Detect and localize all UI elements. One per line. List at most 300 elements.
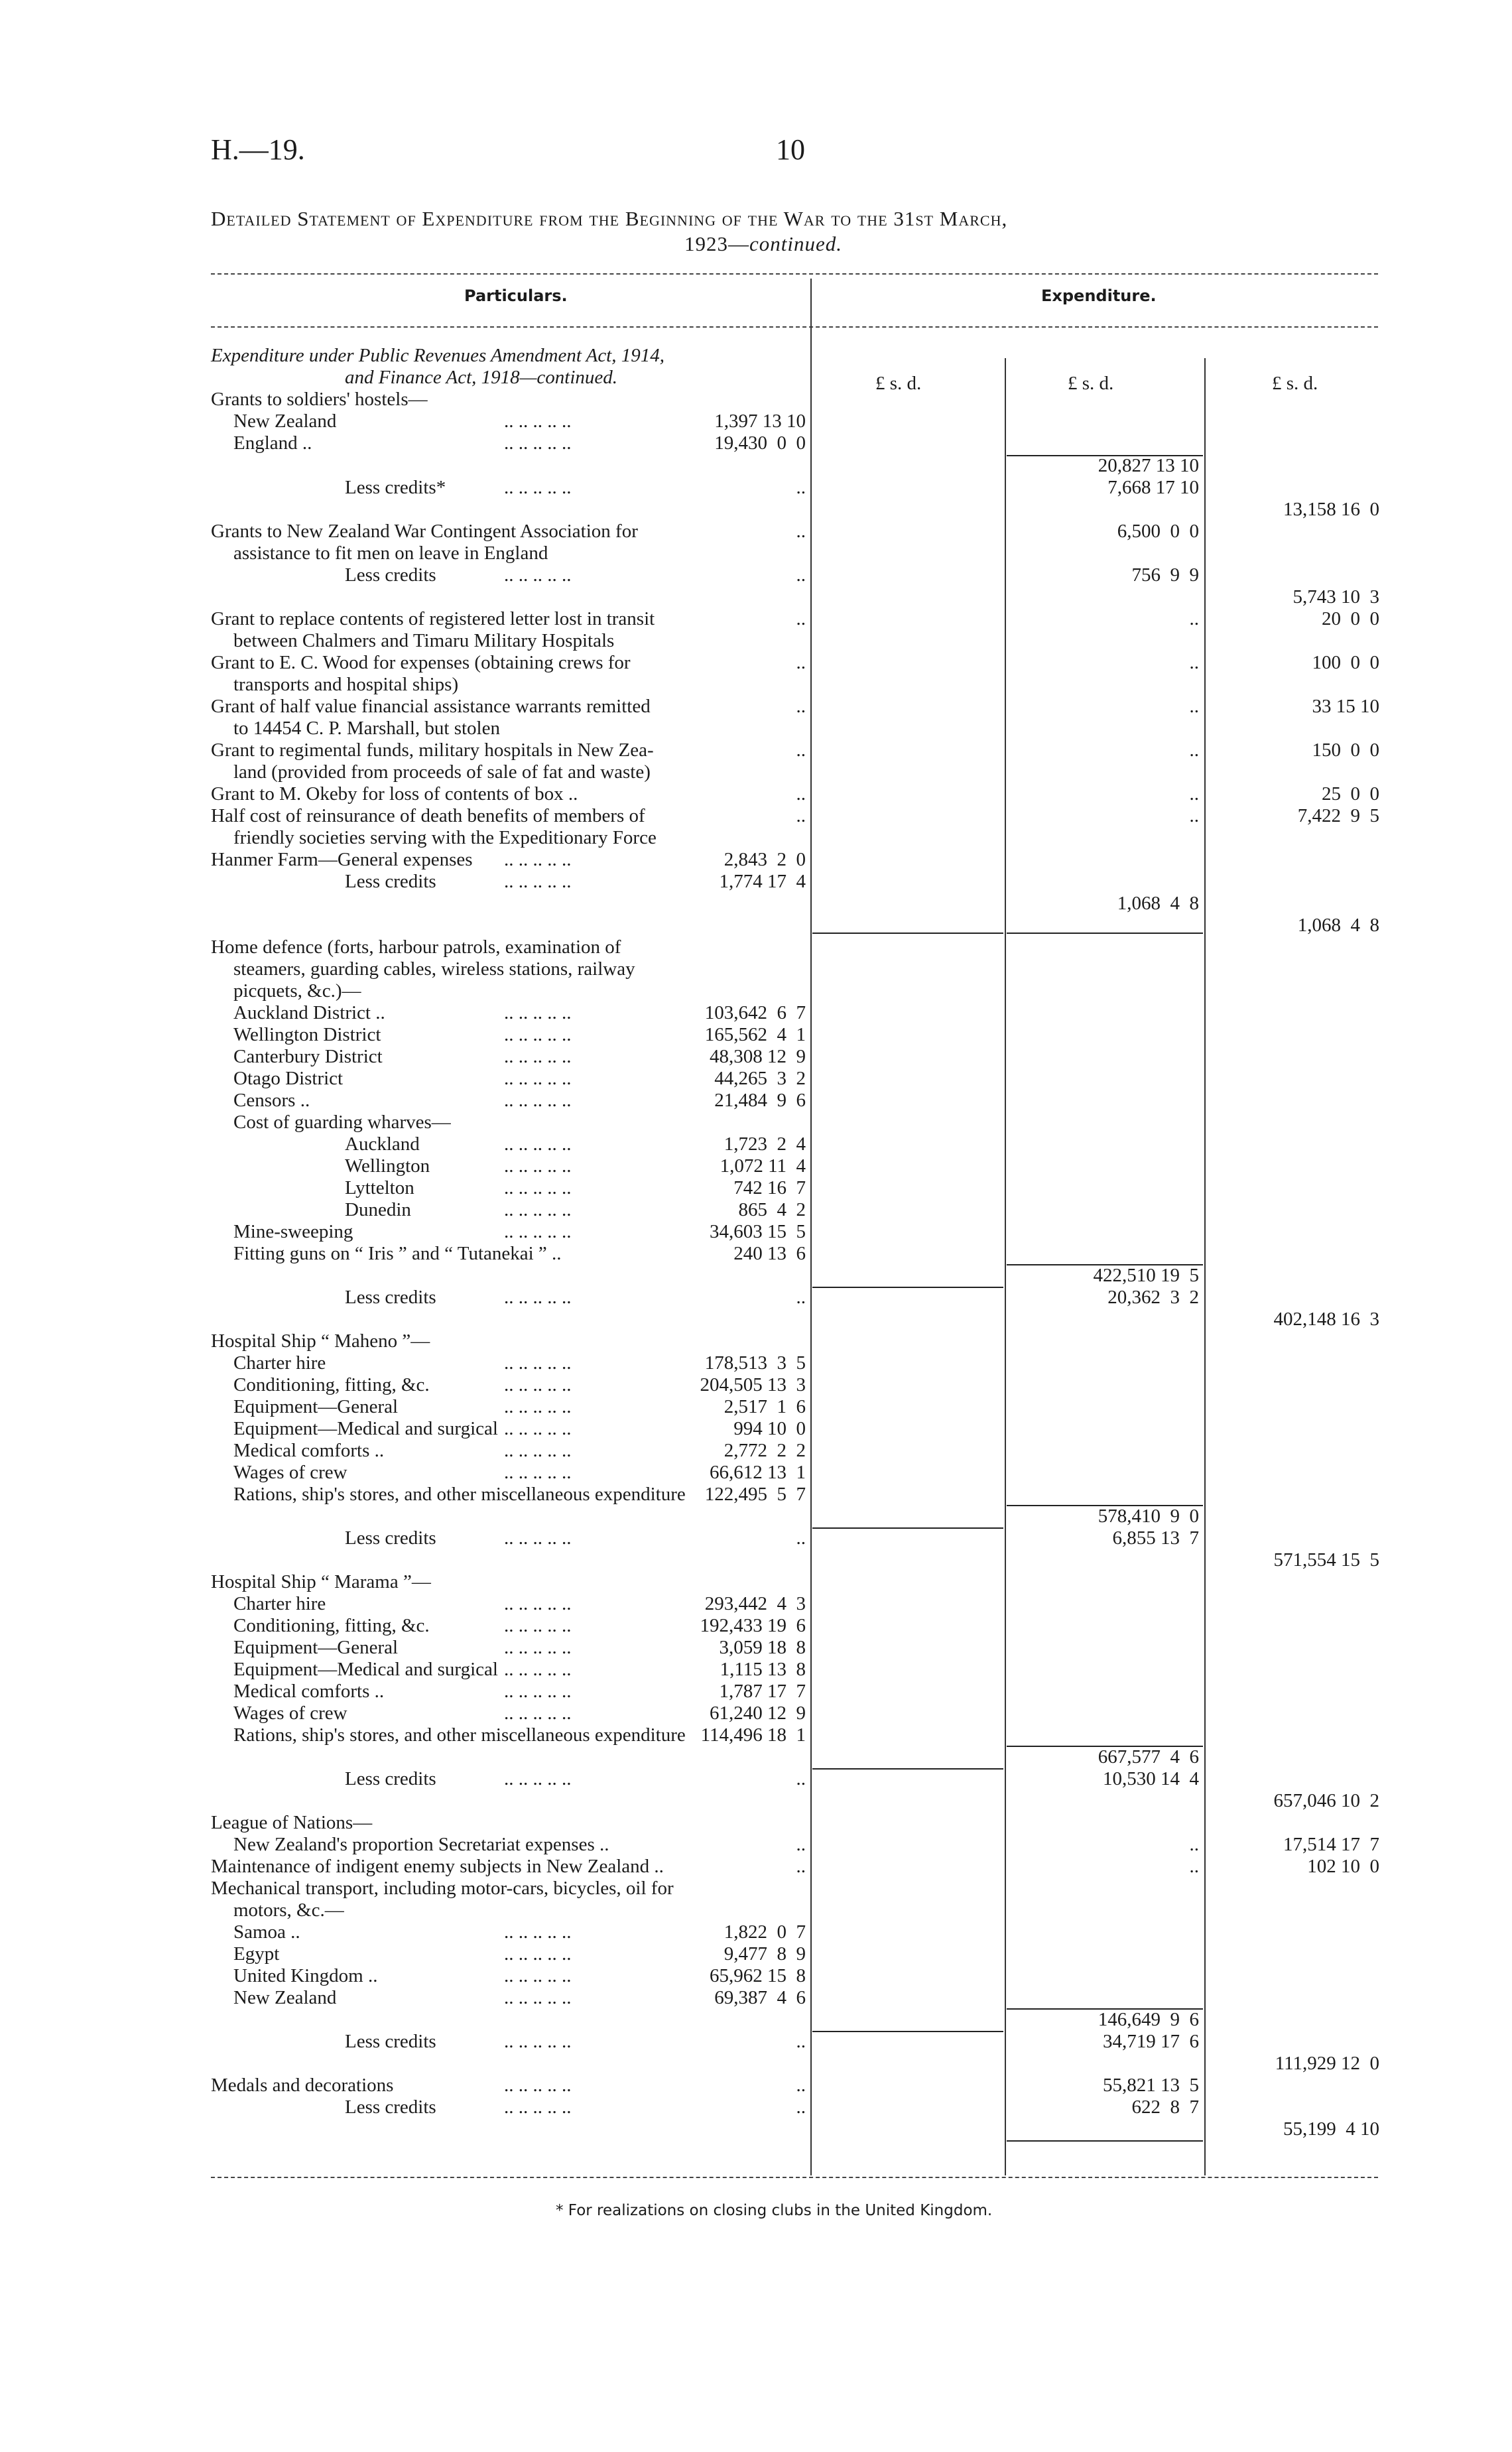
leader-dots: .. .. .. .. .. [504, 1987, 572, 2008]
table-row [0, 1768, 1512, 1790]
table-row [0, 1046, 1512, 1068]
row-label: friendly societies serving with the Expeditionary Force [233, 827, 657, 848]
leader-dots: .. .. .. .. .. [504, 1068, 572, 1089]
table-row [0, 1681, 1512, 1703]
row-label: Dunedin [345, 1199, 411, 1220]
leader-dots: .. .. .. .. .. [504, 2075, 572, 2096]
leader-dots: .. .. .. .. .. [504, 1396, 572, 1417]
row-label: Grant of half value financial assistance warrants remitted [211, 696, 651, 717]
table-row [0, 696, 1512, 718]
column-header-particulars: Particulars. [464, 287, 568, 305]
leader-dots: .. .. .. .. .. [504, 1046, 572, 1067]
row-label: Less credits [345, 1527, 436, 1549]
table-row [0, 2053, 1512, 2075]
row-label: New Zealand [233, 411, 337, 432]
table-row [0, 827, 1512, 849]
amount-col1: 34,603 15 5 [710, 1221, 806, 1242]
table-row [0, 761, 1512, 783]
leader-dots: .. .. .. .. .. [504, 411, 572, 432]
table-row [0, 1900, 1512, 1921]
row-label: Egypt [233, 1943, 280, 1965]
table-row [0, 1352, 1512, 1374]
amount-col1: .. [796, 740, 806, 761]
leader-dots: .. .. .. .. .. [504, 1440, 572, 1461]
table-row [0, 652, 1512, 674]
table-row [0, 411, 1512, 432]
row-label: land (provided from proceeds of sale of fat and waste) [233, 761, 651, 783]
row-label: Half cost of reinsurance of death benefits of members of [211, 805, 645, 826]
leader-dots: .. .. .. .. .. [504, 1462, 572, 1483]
leader-dots: .. .. .. .. .. [504, 1921, 572, 1943]
table-row [0, 893, 1512, 915]
row-label: Maintenance of indigent enemy subjects in New Zealand .. [211, 1856, 664, 1877]
row-label: Less credits [345, 2031, 436, 2052]
row-label: Medals and decorations [211, 2075, 394, 2096]
table-row [0, 1943, 1512, 1965]
amount-col2: 756 9 9 [1131, 564, 1199, 586]
amount-col1: 240 13 6 [733, 1243, 806, 1264]
amount-col1: 65,962 15 8 [710, 1965, 806, 1986]
row-label: Cost of guarding wharves— [233, 1112, 451, 1133]
bottom-rule [211, 2177, 1378, 2178]
row-label: United Kingdom .. [233, 1965, 378, 1986]
amount-col3: 1,068 4 8 [1297, 915, 1379, 936]
amount-col2: 55,821 13 5 [1103, 2075, 1199, 2096]
row-label: Mechanical transport, including motor-cars, bicycles, oil for [211, 1878, 674, 1899]
table-row [0, 1068, 1512, 1090]
row-label: Otago District [233, 1068, 344, 1089]
amount-col3: 13,158 16 0 [1283, 499, 1379, 520]
amount-col1: 1,787 17 7 [719, 1681, 806, 1702]
leader-dots: .. .. .. .. .. [504, 1002, 572, 1023]
row-label: Medical comforts .. [233, 1440, 385, 1461]
leader-dots: .. .. .. .. .. [504, 1659, 572, 1680]
amount-col1: 9,477 8 9 [724, 1943, 806, 1965]
row-label: Rations, ship's stores, and other miscellaneous expenditure [233, 1484, 686, 1505]
table-row [0, 1462, 1512, 1484]
amount-col1: 192,433 19 6 [700, 1615, 806, 1636]
leader-dots: .. .. .. .. .. [504, 1681, 572, 1702]
table-row [0, 958, 1512, 980]
amount-col2: .. [1189, 696, 1199, 717]
row-label: Grants to New Zealand War Contingent Association for [211, 521, 638, 542]
row-label: Grant to regimental funds, military hospitals in New Zea- [211, 740, 654, 761]
amount-col1: .. [796, 696, 806, 717]
currency-heading-3: £ s. d. [1272, 373, 1318, 394]
leader-dots: .. .. .. .. .. [504, 1221, 572, 1242]
leader-dots: .. .. .. .. .. [504, 1768, 572, 1789]
table-row [0, 1133, 1512, 1155]
table-row [0, 2097, 1512, 2118]
title-year: 1923— [684, 232, 749, 255]
row-label: Equipment—Medical and surgical [233, 1659, 498, 1680]
amount-col1: 19,430 0 0 [714, 432, 806, 454]
leader-dots: .. .. .. .. .. [504, 1418, 572, 1439]
amount-col2: 146,649 9 6 [1098, 2009, 1199, 2030]
table-row [0, 1593, 1512, 1615]
amount-col3: 402,148 16 3 [1273, 1309, 1379, 1330]
table-row [0, 1484, 1512, 1506]
subtotal-rule [1007, 933, 1203, 934]
table-row [0, 1418, 1512, 1440]
table-row [0, 1703, 1512, 1724]
subtotal-rule-c1 [812, 1768, 1003, 1770]
row-label: picquets, &c.)— [233, 980, 361, 1001]
table-row [0, 1987, 1512, 2009]
amount-col1: 1,397 13 10 [714, 411, 806, 432]
table-row [0, 1571, 1512, 1593]
amount-col2: 667,577 4 6 [1098, 1746, 1199, 1768]
subtotal-rule [1007, 1264, 1203, 1265]
table-row [0, 1265, 1512, 1287]
amount-col1: 103,642 6 7 [704, 1002, 806, 1023]
leader-dots: .. .. .. .. .. [504, 1637, 572, 1658]
table-row [0, 1396, 1512, 1418]
table-row [0, 1287, 1512, 1309]
amount-col1: .. [796, 1768, 806, 1789]
row-label: Less credits [345, 2097, 436, 2118]
leader-dots: .. .. .. .. .. [504, 849, 572, 870]
leader-dots: .. .. .. .. .. [504, 1155, 572, 1177]
row-label: Less credits [345, 1287, 436, 1308]
row-label: assistance to fit men on leave in England [233, 543, 548, 564]
amount-col2: 20,827 13 10 [1098, 455, 1199, 476]
row-label: England .. [233, 432, 312, 454]
amount-col2: 578,410 9 0 [1098, 1506, 1199, 1527]
amount-col3: 657,046 10 2 [1273, 1790, 1379, 1811]
amount-col2: 34,719 17 6 [1103, 2031, 1199, 2052]
row-label: Equipment—General [233, 1637, 399, 1658]
amount-col2: 6,500 0 0 [1117, 521, 1199, 542]
leader-dots: .. .. .. .. .. [504, 1024, 572, 1045]
amount-col1: 165,562 4 1 [704, 1024, 806, 1045]
amount-col1: .. [796, 1287, 806, 1308]
amount-col3: 55,199 4 10 [1283, 2118, 1379, 2140]
row-label: Less credits [345, 1768, 436, 1789]
row-label: steamers, guarding cables, wireless stations, railway [233, 958, 635, 980]
amount-col2: 7,668 17 10 [1107, 477, 1199, 498]
statement-title: Detailed Statement of Expenditure from the Beginning of the War to the 31st March, [211, 207, 1008, 230]
amount-col3: 33 15 10 [1312, 696, 1379, 717]
amount-col2: .. [1189, 805, 1199, 826]
amount-col1: 69,387 4 6 [714, 1987, 806, 2008]
amount-col1: .. [796, 521, 806, 542]
leader-dots: .. .. .. .. .. [504, 1374, 572, 1395]
table-row [0, 455, 1512, 477]
table-row [0, 871, 1512, 893]
amount-col1: 61,240 12 9 [710, 1703, 806, 1724]
row-label: Canterbury District [233, 1046, 383, 1067]
table-row [0, 1659, 1512, 1681]
table-row [0, 1856, 1512, 1878]
row-label: Samoa .. [233, 1921, 300, 1943]
amount-col2: 1,068 4 8 [1117, 893, 1199, 914]
table-row [0, 718, 1512, 740]
row-label: Expenditure under Public Revenues Amendment Act, 1914, [211, 345, 664, 366]
row-label: motors, &c.— [233, 1900, 344, 1921]
amount-col1: 2,772 2 2 [724, 1440, 806, 1461]
table-row [0, 521, 1512, 543]
row-label: Hanmer Farm—General expenses [211, 849, 473, 870]
table-row [0, 1965, 1512, 1987]
table-row [0, 608, 1512, 630]
amount-col1: 865 4 2 [738, 1199, 806, 1220]
table-row [0, 1177, 1512, 1199]
leader-dots: .. .. .. .. .. [504, 1287, 572, 1308]
subtotal-rule [1007, 2008, 1203, 2010]
column-header-expenditure: Expenditure. [1041, 287, 1157, 305]
row-label: Grant to E. C. Wood for expenses (obtaining crews for [211, 652, 631, 673]
amount-col1: 293,442 4 3 [704, 1593, 806, 1614]
amount-col1: 3,059 18 8 [719, 1637, 806, 1658]
amount-col1: 2,843 2 0 [724, 849, 806, 870]
table-row [0, 1374, 1512, 1396]
currency-heading-2: £ s. d. [1068, 373, 1114, 394]
table-row [0, 543, 1512, 564]
amount-col1: .. [796, 564, 806, 586]
amount-col1: .. [796, 608, 806, 629]
amount-col1: 742 16 7 [733, 1177, 806, 1198]
table-row [0, 1527, 1512, 1549]
row-label: Hospital Ship “ Maheno ”— [211, 1330, 430, 1352]
amount-col3: 150 0 0 [1312, 740, 1379, 761]
subtotal-rule-c1 [812, 2031, 1003, 2032]
amount-col1: 114,496 18 1 [700, 1724, 806, 1746]
table-row [0, 1112, 1512, 1133]
table-row [0, 564, 1512, 586]
amount-col1: 1,072 11 4 [720, 1155, 806, 1177]
amount-col3: 7,422 9 5 [1297, 805, 1379, 826]
amount-col1: .. [796, 477, 806, 498]
row-label: New Zealand [233, 1987, 337, 2008]
table-row [0, 1746, 1512, 1768]
title-continued: continued. [749, 232, 842, 255]
amount-col2: .. [1189, 652, 1199, 673]
leader-dots: .. .. .. .. .. [504, 1703, 572, 1724]
table-row [0, 1330, 1512, 1352]
table-row [0, 1243, 1512, 1265]
amount-col3: 102 10 0 [1307, 1856, 1379, 1877]
row-label: Wages of crew [233, 1703, 347, 1724]
amount-col3: 20 0 0 [1322, 608, 1379, 629]
table-row [0, 2118, 1512, 2140]
amount-col1: 1,774 17 4 [719, 871, 806, 892]
table-row [0, 1090, 1512, 1112]
row-label: Wellington [345, 1155, 430, 1177]
amount-col1: 178,513 3 5 [704, 1352, 806, 1374]
amount-col2: 20,362 3 2 [1107, 1287, 1199, 1308]
table-row [0, 1637, 1512, 1659]
leader-dots: .. .. .. .. .. [504, 564, 572, 586]
table-row [0, 1309, 1512, 1330]
table-row [0, 915, 1512, 936]
table-row [0, 805, 1512, 827]
document-ref: H.—19. [211, 133, 305, 166]
subtotal-rule [1007, 1746, 1203, 1747]
leader-dots: .. .. .. .. .. [504, 871, 572, 892]
amount-col1: 44,265 3 2 [714, 1068, 806, 1089]
table-row [0, 1155, 1512, 1177]
row-label: League of Nations— [211, 1812, 373, 1833]
leader-dots: .. .. .. .. .. [504, 1199, 572, 1220]
row-label: Censors .. [233, 1090, 310, 1111]
row-label: Rations, ship's stores, and other miscellaneous expenditure [233, 1724, 686, 1746]
row-label: Charter hire [233, 1593, 326, 1614]
amount-col1: .. [796, 2075, 806, 2096]
table-row [0, 1878, 1512, 1900]
amount-col1: 21,484 9 6 [714, 1090, 806, 1111]
subtotal-rule-c1 [812, 1527, 1003, 1529]
amount-col1: 1,822 0 7 [724, 1921, 806, 1943]
leader-dots: .. .. .. .. .. [504, 1527, 572, 1549]
table-row [0, 740, 1512, 761]
leader-dots: .. .. .. .. .. [504, 2097, 572, 2118]
row-label: Conditioning, fitting, &c. [233, 1615, 430, 1636]
amount-col1: 994 10 0 [733, 1418, 806, 1439]
table-row [0, 1812, 1512, 1834]
table-row [0, 936, 1512, 958]
amount-col2: 6,855 13 7 [1112, 1527, 1199, 1549]
amount-col1: .. [796, 2031, 806, 2052]
amount-col3: 100 0 0 [1312, 652, 1379, 673]
subtotal-rule-c1 [812, 1287, 1003, 1288]
footnote: * For realizations on closing clubs in the United Kingdom. [556, 2202, 993, 2219]
table-row [0, 1506, 1512, 1527]
leader-dots: .. .. .. .. .. [504, 1965, 572, 1986]
table-row [0, 477, 1512, 499]
table-row [0, 783, 1512, 805]
row-label: and Finance Act, 1918—continued. [345, 367, 618, 388]
row-label: Mine-sweeping [233, 1221, 353, 1242]
amount-col1: 2,517 1 6 [724, 1396, 806, 1417]
row-label: transports and hospital ships) [233, 674, 459, 695]
amount-col1: 122,495 5 7 [704, 1484, 806, 1505]
table-row [0, 1921, 1512, 1943]
table-row [0, 630, 1512, 652]
table-row [0, 2075, 1512, 2097]
amount-col1: 66,612 13 1 [710, 1462, 806, 1483]
table-row [0, 980, 1512, 1002]
row-label: Grant to replace contents of registered letter lost in transit [211, 608, 655, 629]
table-row [0, 849, 1512, 871]
row-label: Fitting guns on “ Iris ” and “ Tutanekai ” .. [233, 1243, 562, 1264]
table-row [0, 389, 1512, 411]
row-label: Auckland District .. [233, 1002, 385, 1023]
table-row [0, 1615, 1512, 1637]
row-label: Wages of crew [233, 1462, 347, 1483]
row-label: Equipment—General [233, 1396, 399, 1417]
table-row [0, 1221, 1512, 1243]
leader-dots: .. .. .. .. .. [504, 1133, 572, 1155]
table-row [0, 1834, 1512, 1856]
amount-col1: 204,505 13 3 [700, 1374, 806, 1395]
table-row [0, 1199, 1512, 1221]
leader-dots: .. .. .. .. .. [504, 1593, 572, 1614]
table-row [0, 2031, 1512, 2053]
amount-col1: .. [796, 2097, 806, 2118]
table-row [0, 1440, 1512, 1462]
table-row [0, 499, 1512, 521]
row-label: Grant to M. Okeby for loss of contents of box .. [211, 783, 578, 805]
amount-col3: 25 0 0 [1322, 783, 1379, 805]
row-label: New Zealand's proportion Secretariat expenses .. [233, 1834, 609, 1855]
leader-dots: .. .. .. .. .. [504, 1090, 572, 1111]
table-row [0, 586, 1512, 608]
currency-heading-1: £ s. d. [875, 373, 922, 394]
leader-dots: .. .. .. .. .. [504, 432, 572, 454]
amount-col2: 10,530 14 4 [1103, 1768, 1199, 1789]
amount-col2: .. [1189, 1834, 1199, 1855]
leader-dots: .. .. .. .. .. [504, 1615, 572, 1636]
row-label: Less credits [345, 564, 436, 586]
amount-col1: 1,115 13 8 [720, 1659, 806, 1680]
row-label: Charter hire [233, 1352, 326, 1374]
amount-col2: .. [1189, 783, 1199, 805]
amount-col1: .. [796, 783, 806, 805]
amount-col2: .. [1189, 1856, 1199, 1877]
row-label: Less credits* [345, 477, 446, 498]
amount-col1: .. [796, 805, 806, 826]
table-row [0, 1024, 1512, 1046]
subtotal-rule [1007, 1505, 1203, 1506]
row-label: Grants to soldiers' hostels— [211, 389, 428, 410]
leader-dots: .. .. .. .. .. [504, 2031, 572, 2052]
row-label: Hospital Ship “ Marama ”— [211, 1571, 431, 1592]
row-label: between Chalmers and Timaru Military Hospitals [233, 630, 615, 651]
table-row [0, 432, 1512, 454]
amount-col3: 111,929 12 0 [1275, 2053, 1379, 2074]
amount-col1: .. [796, 652, 806, 673]
amount-col2: .. [1189, 608, 1199, 629]
amount-col1: 48,308 12 9 [710, 1046, 806, 1067]
subtotal-rule [1007, 2140, 1203, 2142]
amount-col1: .. [796, 1527, 806, 1549]
row-label: Equipment—Medical and surgical [233, 1418, 498, 1439]
row-label: Home defence (forts, harbour patrols, examination of [211, 936, 621, 958]
table-row [0, 345, 1512, 367]
amount-col1: 1,723 2 4 [724, 1133, 806, 1155]
amount-col2: 422,510 19 5 [1093, 1265, 1199, 1286]
row-label: to 14454 C. P. Marshall, but stolen [233, 718, 500, 739]
table-row [0, 1549, 1512, 1571]
table-row [0, 674, 1512, 696]
table-row [0, 1790, 1512, 1812]
row-label: Medical comforts .. [233, 1681, 385, 1702]
leader-dots: .. .. .. .. .. [504, 477, 572, 498]
table-row [0, 2009, 1512, 2031]
amount-col2: .. [1189, 740, 1199, 761]
row-label: Lyttelton [345, 1177, 414, 1198]
leader-dots: .. .. .. .. .. [504, 1352, 572, 1374]
table-row [0, 367, 1512, 389]
subtotal-rule [1007, 455, 1203, 456]
page-number: 10 [776, 133, 805, 166]
row-label: Conditioning, fitting, &c. [233, 1374, 430, 1395]
amount-col1: .. [796, 1834, 806, 1855]
amount-col3: 5,743 10 3 [1292, 586, 1379, 608]
leader-dots: .. .. .. .. .. [504, 1177, 572, 1198]
amount-col1: .. [796, 1856, 806, 1877]
table-row [0, 1724, 1512, 1746]
table-row [0, 1002, 1512, 1024]
row-label: Less credits [345, 871, 436, 892]
subtotal-rule-c1 [812, 933, 1003, 934]
amount-col2: 622 8 7 [1131, 2097, 1199, 2118]
leader-dots: .. .. .. .. .. [504, 1943, 572, 1965]
row-label: Auckland [345, 1133, 420, 1155]
amount-col3: 17,514 17 7 [1283, 1834, 1379, 1855]
row-label: Wellington District [233, 1024, 381, 1045]
